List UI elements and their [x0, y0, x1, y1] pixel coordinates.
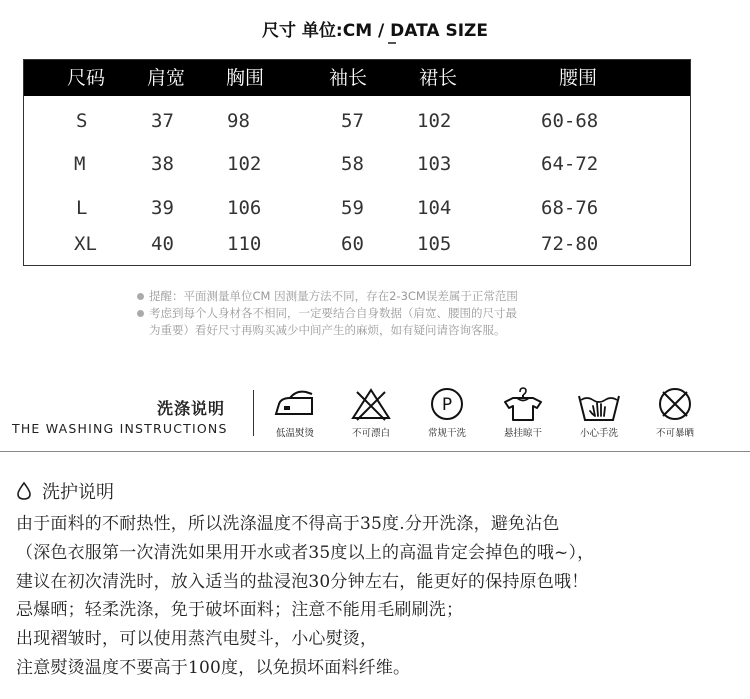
- table-cell: XL: [74, 233, 97, 255]
- hand-wash-icon: [575, 386, 623, 422]
- table-cell: 38: [151, 153, 174, 175]
- title-underline: [388, 42, 396, 44]
- table-cell: M: [74, 153, 86, 175]
- table-cell: S: [76, 110, 88, 132]
- table-cell: 68-76: [541, 197, 599, 219]
- care-item-no-tumble: [637, 386, 713, 439]
- column-header-sleeve: 袖长: [329, 67, 368, 89]
- hang-dry-icon: [501, 386, 545, 422]
- bullet-icon: [137, 310, 144, 317]
- note-text: 考虑到每个人身材各不相同，一定要结合自身数据（肩宽、腰围的尺寸最: [149, 306, 517, 320]
- care-item-bleach: [333, 386, 409, 439]
- water-drop-icon: [16, 481, 32, 501]
- do-not-tumble-dry-icon: [653, 386, 697, 422]
- iron-low-temp-icon: [270, 386, 320, 422]
- table-cell: 98: [227, 110, 250, 132]
- care-line: 出现褶皱时，可以使用蒸汽电熨斗，小心熨烫，: [16, 629, 378, 650]
- table-cell: 37: [151, 110, 174, 132]
- size-table-header: [24, 60, 690, 96]
- column-header-waist: 腰围: [559, 67, 598, 89]
- table-cell: 102: [417, 110, 452, 132]
- care-line: 忌爆晒；轻柔洗涤，免于破坏面料；注意不能用毛刷刷洗；: [16, 600, 464, 621]
- care-label: 低温熨烫: [275, 428, 314, 439]
- table-cell: 103: [417, 153, 452, 175]
- page-title: 尺寸 单位:CM / DATA SIZE: [262, 21, 488, 41]
- do-not-bleach-icon: [349, 386, 393, 422]
- care-line: 建议在初次清洗时，放入适当的盐浸泡30分钟左右，能更好的保持原色哦！: [16, 571, 589, 592]
- table-cell: L: [76, 197, 88, 219]
- section-divider: [0, 451, 750, 452]
- washing-title-cn: 洗涤说明: [157, 399, 226, 418]
- care-label: 悬挂晾干: [503, 428, 542, 439]
- care-item-iron: [257, 386, 333, 439]
- note-item: [137, 288, 597, 305]
- table-cell: 106: [227, 197, 262, 219]
- care-line: 由于面料的不耐热性，所以洗涤温度不得高于35度.分开洗涤，避免沾色: [16, 514, 560, 534]
- bullet-icon: [137, 293, 144, 300]
- table-cell: 72-80: [541, 233, 599, 255]
- note-item: [137, 305, 597, 322]
- note-text: 为重要）看好尺寸再购买减少中间产生的麻烦，如有疑问请咨询客服。: [149, 323, 506, 337]
- care-label: 常规干洗: [427, 428, 466, 439]
- table-cell: 104: [417, 197, 452, 219]
- table-cell: 39: [151, 197, 174, 219]
- column-header-shoulder: 肩宽: [147, 67, 186, 89]
- table-cell: 57: [341, 110, 364, 132]
- dry-clean-p-icon: [425, 386, 469, 422]
- washing-divider: [253, 390, 254, 436]
- table-cell: 110: [227, 233, 262, 255]
- care-item-dry-clean: [409, 386, 485, 439]
- table-cell: 105: [417, 233, 452, 255]
- care-label: 小心手洗: [579, 428, 618, 439]
- table-cell: 40: [151, 233, 174, 255]
- care-label: 不可暴晒: [655, 428, 694, 439]
- table-cell: 59: [341, 197, 364, 219]
- care-title: 洗护说明: [42, 482, 114, 503]
- care-line: （深色衣服第一次清洗如果用开水或者35度以上的高温肯定会掉色的哦~），: [16, 542, 595, 563]
- care-line: 注意熨烫温度不要高于100度，以免损坏面料纤维。: [16, 657, 411, 678]
- measurement-notes: [137, 288, 597, 339]
- table-cell: 102: [227, 153, 262, 175]
- size-table: [23, 59, 691, 266]
- table-row: [24, 104, 690, 138]
- care-instructions-body: [16, 510, 741, 683]
- table-cell: 64-72: [541, 153, 599, 175]
- care-label: 不可漂白: [351, 428, 390, 439]
- table-cell: 60-68: [541, 110, 599, 132]
- column-header-skirt-length: 裙长: [419, 67, 458, 89]
- care-item-hand-wash: [561, 386, 637, 439]
- table-cell: 58: [341, 153, 364, 175]
- table-row: [24, 147, 690, 181]
- column-header-size: 尺码: [67, 67, 106, 89]
- note-text: 提醒：平面测量单位CM 因测量方法不同，存在2-3CM误差属于正常范围: [149, 289, 518, 303]
- note-item-continued: [137, 322, 597, 339]
- column-header-bust: 胸围: [226, 67, 265, 89]
- table-cell: 60: [341, 233, 364, 255]
- washing-title-en: THE WASHING INSTRUCTIONS: [12, 421, 228, 436]
- table-row: [24, 227, 690, 261]
- care-item-hang-dry: [485, 386, 561, 439]
- table-row: [24, 191, 690, 225]
- dry-clean-symbol: P: [441, 395, 453, 415]
